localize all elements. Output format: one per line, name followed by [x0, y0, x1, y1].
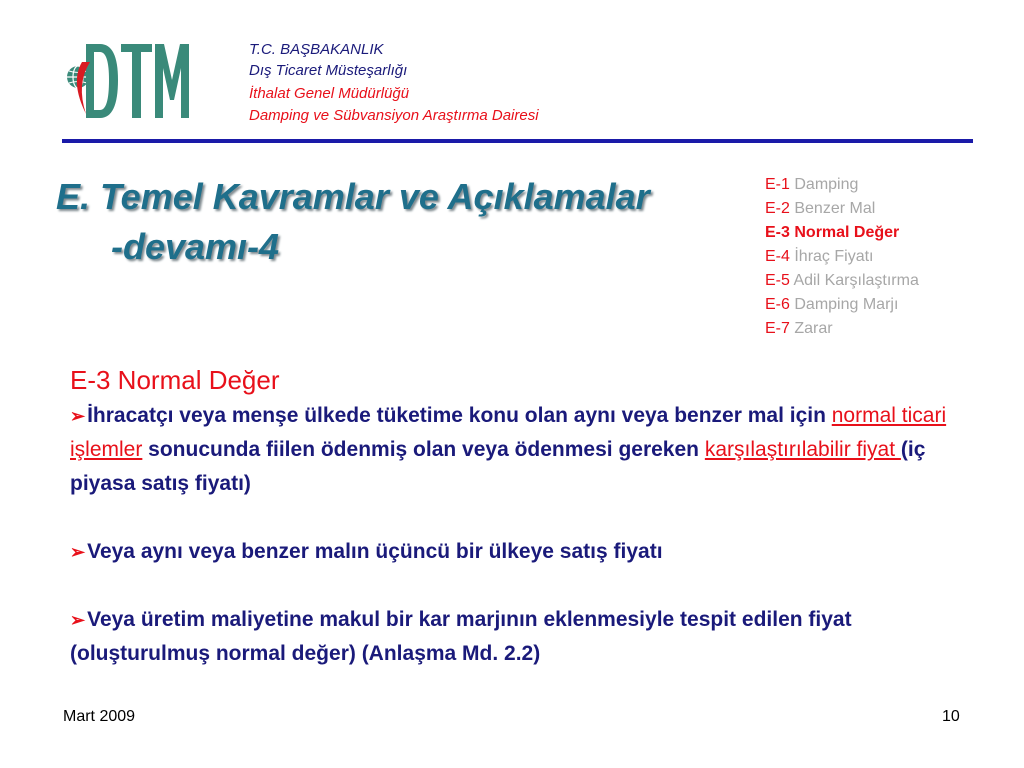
- normal-ticari-islemler-link[interactable]: normal ticari işlemler: [70, 404, 947, 461]
- slide-subtitle: -devamı-4: [111, 226, 280, 267]
- header-divider: [62, 139, 973, 143]
- karsilastirilabilir-fiyat-link[interactable]: karşılaştırılabilir fiyat: [704, 438, 901, 461]
- paragraph-1: ➢İhracatçı veya menşe ülkede tüketime konu olan aynı veya benzer mal için normal ticari işlemler sonucunda fiilen ödenmiş olan veya ödenmesi gereken karşılaştırılabilir fiyat (iç piyasa satış fiyatı): [70, 404, 947, 495]
- menu-item-e3[interactable]: E-3 Normal Değer: [765, 224, 900, 241]
- arrow-bullet-icon: ➢: [70, 542, 86, 562]
- footer-date: Mart 2009: [63, 708, 136, 725]
- menu-item-e2[interactable]: E-2 Benzer Mal: [765, 200, 876, 217]
- slide-body: [70, 363, 970, 671]
- org-line-1: T.C. BAŞBAKANLIK: [249, 41, 384, 58]
- dtm-logo: [66, 40, 190, 122]
- arrow-bullet-icon: ➢: [70, 406, 86, 426]
- section-heading: E-3 Normal Değer: [70, 365, 280, 395]
- menu-item-e6[interactable]: E-6 Damping Marjı: [765, 296, 899, 313]
- arrow-bullet-icon: ➢: [70, 610, 86, 630]
- paragraph-2: ➢Veya aynı veya benzer malın üçüncü bir ülkeye satış fiyatı: [70, 540, 663, 563]
- paragraph-3: ➢Veya üretim maliyetine makul bir kar marjının eklenmesiyle tespit edilen fiyat (oluşturulmuş normal değer) (Anlaşma Md. 2.2): [70, 608, 852, 665]
- menu-item-e1[interactable]: E-1 Damping: [765, 176, 859, 193]
- org-line-4: Damping ve Sübvansiyon Araştırma Dairesi: [249, 107, 539, 124]
- org-line-3: İthalat Genel Müdürlüğü: [249, 85, 410, 102]
- menu-item-e4[interactable]: E-4 İhraç Fiyatı: [765, 248, 874, 265]
- slide-title: E. Temel Kavramlar ve Açıklamalar: [56, 176, 650, 217]
- menu-item-e5[interactable]: E-5 Adil Karşılaştırma: [765, 272, 919, 289]
- section-menu: [765, 173, 919, 341]
- org-line-2: Dış Ticaret Müsteşarlığı: [249, 62, 408, 79]
- page-number: 10: [942, 708, 960, 725]
- dtm-logo-graphic: [66, 40, 190, 122]
- menu-item-e7[interactable]: E-7 Zarar: [765, 320, 833, 337]
